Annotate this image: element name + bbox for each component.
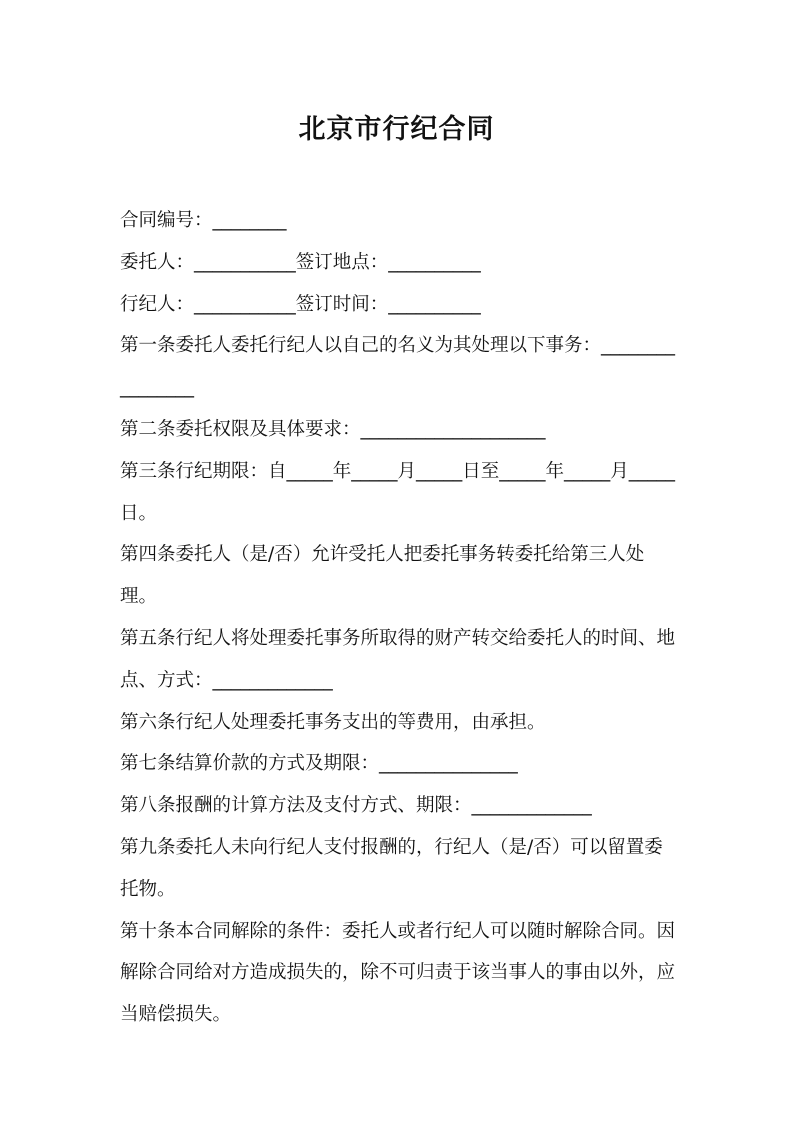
clause-10: 第十条本合同解除的条件：委托人或者行纪人可以随时解除合同。因解除合同给对方造成损失的，除不可归责于该当事人的事由以外，应当赔偿损失。 [120, 920, 676, 1026]
document-title: 北京市行纪合同 [298, 114, 495, 145]
clause-7: 第七条结算价款的方式及期限：_______________ [120, 753, 518, 775]
clause-3: 第三条行纪期限：自_____年_____月_____日至_____年_____月_____日。 [120, 460, 676, 524]
clause-1: 第一条委托人委托行纪人以自己的名义为其处理以下事务：________________ [120, 335, 676, 399]
contract-number-field: 合同编号：________ [120, 210, 287, 231]
broker-signing-time-field: 行纪人：___________签订时间：__________ [120, 293, 481, 315]
clause-8: 第八条报酬的计算方法及支付方式、期限：_____________ [120, 795, 592, 817]
clause-4: 第四条委托人（是/否）允许受托人把委托事务转委托给第三人处理。 [120, 544, 645, 608]
client-signing-place-field: 委托人：___________签订地点：__________ [120, 251, 481, 273]
clause-5: 第五条行纪人将处理委托事务所取得的财产转交给委托人的时间、地点、方式：_____________ [120, 627, 676, 691]
clause-2: 第二条委托权限及具体要求：____________________ [120, 418, 546, 440]
clause-9: 第九条委托人未向行纪人支付报酬的，行纪人（是/否）可以留置委托物。 [120, 836, 663, 900]
contract-body [120, 200, 680, 1036]
clause-6: 第六条行纪人处理委托事务支出的等费用，由承担。 [120, 711, 546, 733]
